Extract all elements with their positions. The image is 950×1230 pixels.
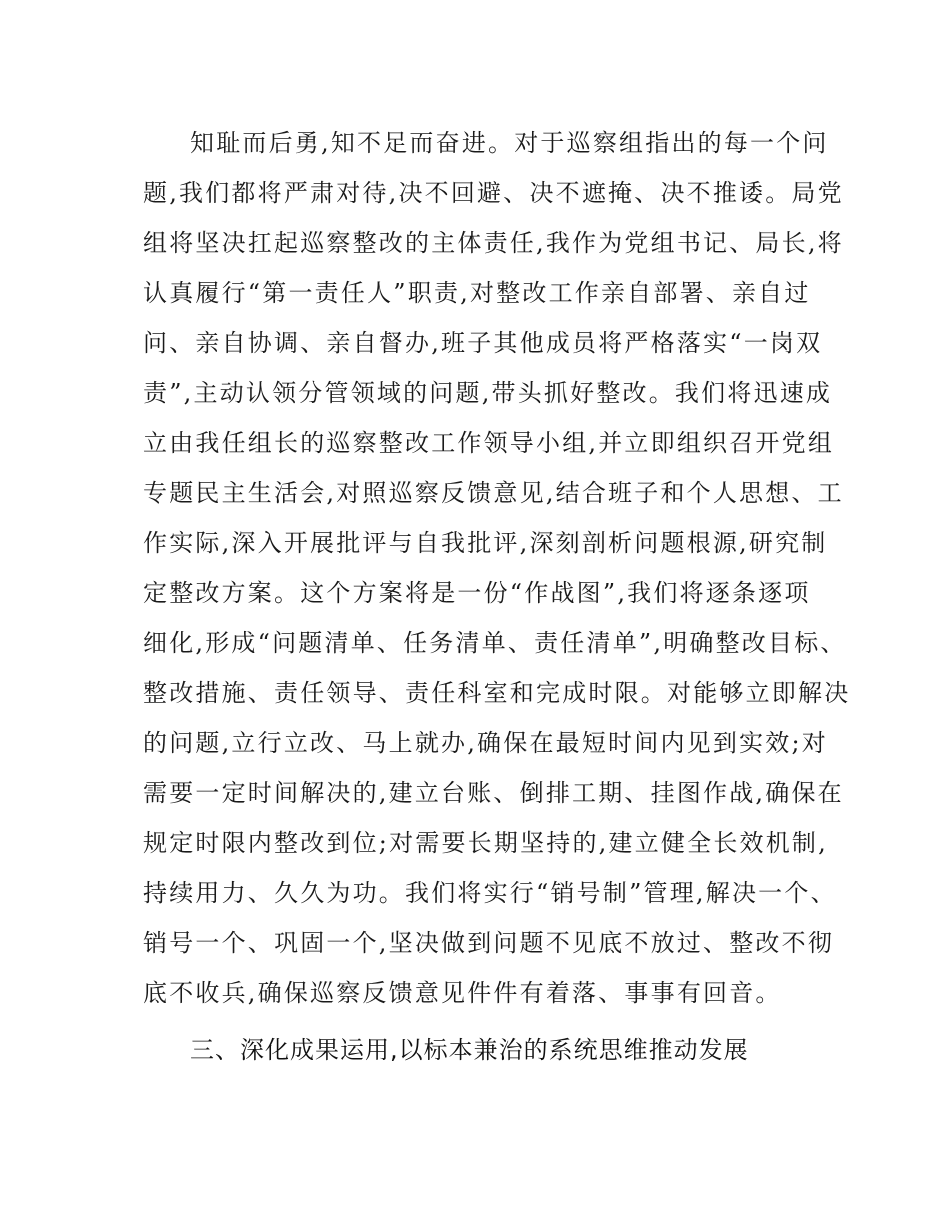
paragraph-line-2: 题,我们都将严肃对待,决不回避、决不遮掩、决不推诿。局党 xyxy=(143,179,844,207)
paragraph-line-3: 组将坚决扛起巡察整改的主体责任,我作为党组书记、局长,将 xyxy=(143,229,844,257)
paragraph-line-11: 细化,形成“问题清单、任务清单、责任清单”,明确整改目标、 xyxy=(143,629,847,657)
section-heading: 三、深化成果运用,以标本兼治的系统思维推动发展 xyxy=(190,1036,749,1064)
paragraph-line-16: 持续用力、久久为功。我们将实行“销号制”管理,解决一个、 xyxy=(143,879,837,907)
paragraph-line-1: 知耻而后勇,知不足而奋进。对于巡察组指出的每一个问 xyxy=(190,129,829,157)
paragraph-line-8: 专题民主生活会,对照巡察反馈意见,结合班子和个人思想、工 xyxy=(143,479,844,507)
paragraph-line-10: 定整改方案。这个方案将是一份“作战图”,我们将逐条逐项 xyxy=(143,579,811,607)
paragraph-line-5: 问、亲自协调、亲自督办,班子其他成员将严格落实“一岗双 xyxy=(143,329,823,357)
paragraph-line-17: 销号一个、巩固一个,坚决做到问题不见底不放过、整改不彻 xyxy=(143,929,835,957)
paragraph-line-9: 作实际,深入开展批评与自我批评,深刻剖析问题根源,研究制 xyxy=(143,529,828,557)
paragraph-line-4: 认真履行“第一责任人”职责,对整改工作亲自部署、亲自过 xyxy=(143,279,811,307)
paragraph-line-13: 的问题,立行立改、马上就办,确保在最短时间内见到实效;对 xyxy=(143,729,828,757)
paragraph-line-7: 立由我任组长的巡察整改工作领导小组,并立即组织召开党组 xyxy=(143,429,835,457)
paragraph-line-18: 底不收兵,确保巡察反馈意见件件有着落、事事有回音。 xyxy=(143,979,782,1007)
paragraph-line-12: 整改措施、责任领导、责任科室和完成时限。对能够立即解决 xyxy=(143,679,851,707)
paragraph-line-15: 规定时限内整改到位;对需要长期坚持的,建立健全长效机制, xyxy=(143,829,828,857)
paragraph-line-6: 责”,主动认领分管领域的问题,带头抓好整改。我们将迅速成 xyxy=(143,379,833,407)
paragraph-line-14: 需要一定时间解决的,建立台账、倒排工期、挂图作战,确保在 xyxy=(143,779,844,807)
